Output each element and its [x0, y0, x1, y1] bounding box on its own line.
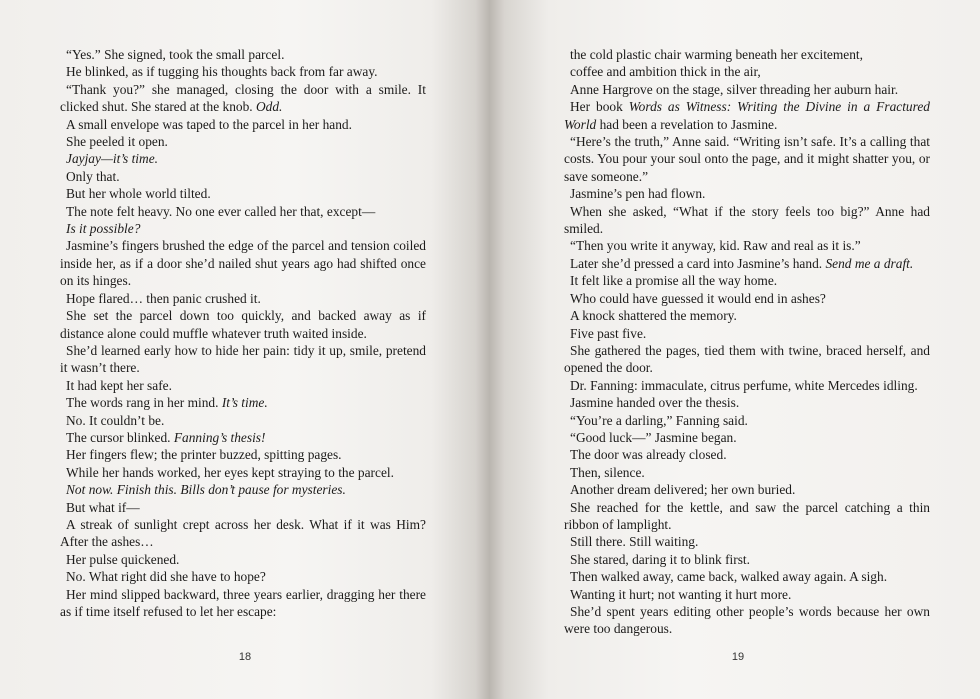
paragraph	[60, 568, 426, 585]
paragraph	[564, 342, 930, 377]
text-run: A streak of sunlight crept across her desk. What if it was Him? After the ashes…	[60, 516, 426, 550]
paragraph	[60, 46, 426, 63]
text-run: “Yes.” She signed, took the small parcel.	[66, 47, 285, 62]
paragraph	[564, 185, 930, 202]
paragraph	[564, 412, 930, 429]
text-run: She gathered the pages, tied them with twine, braced herself, and opened the door.	[564, 342, 930, 376]
text-run: Then, silence.	[570, 464, 645, 480]
paragraph	[564, 98, 930, 133]
text-run: But her whole world tilted.	[66, 186, 211, 202]
text-run: While her hands worked, her eyes kept straying to the parcel.	[66, 464, 394, 480]
text-run: Jasmine’s fingers brushed the edge of the parcel and tension coiled inside her, as if a door she’d nailed shut years ago had shifted once on its hinges.	[60, 238, 426, 289]
left-page-text	[60, 46, 426, 620]
text-run: “Then you write it anyway, kid. Raw and real as it is.”	[570, 238, 861, 254]
text-run: The words rang in her mind.	[66, 395, 222, 411]
paragraph	[60, 203, 426, 220]
text-run: Another dream delivered; her own buried.	[570, 482, 796, 498]
text-run: She peeled it open.	[66, 134, 168, 150]
text-run: “You’re a darling,” Fanning said.	[570, 412, 748, 428]
text-run: Only that.	[66, 168, 120, 184]
italic-text: Fanning’s thesis!	[173, 429, 266, 445]
paragraph	[564, 325, 930, 342]
text-run: The note felt heavy. No one ever called her that, except—	[66, 203, 376, 219]
paragraph	[60, 394, 426, 411]
paragraph	[564, 586, 930, 603]
text-run: Jasmine handed over the thesis.	[570, 395, 740, 411]
right-page	[490, 0, 980, 699]
paragraph	[564, 603, 930, 638]
paragraph	[564, 133, 930, 185]
italic-text: Not now. Finish this. Bills don’t pause for mysteries.	[66, 482, 346, 498]
paragraph	[564, 499, 930, 534]
paragraph	[60, 342, 426, 377]
text-run: Her book	[570, 99, 629, 115]
paragraph	[60, 429, 426, 446]
paragraph	[564, 237, 930, 254]
italic-text: Words as Witness: Writing the Divine in a Fractured World	[564, 99, 930, 132]
text-run: She stared, daring it to blink first.	[570, 551, 751, 567]
paragraph	[564, 290, 930, 307]
text-run: Jasmine’s pen had flown.	[570, 186, 706, 202]
paragraph	[564, 203, 930, 238]
paragraph	[60, 586, 426, 621]
text-run: “Good luck—” Jasmine began.	[570, 429, 737, 445]
text-run: But what if—	[66, 499, 140, 515]
paragraph	[564, 481, 930, 498]
paragraph	[564, 255, 930, 272]
paragraph	[60, 81, 426, 116]
text-run: “Here’s the truth,” Anne said. “Writing isn’t safe. It’s a calling that costs. You pour your soul onto the page, and it might shatter you, or save someone.”	[564, 134, 930, 184]
text-run: Her mind slipped backward, three years earlier, dragging her there as if time itself refused to let her escape:	[60, 586, 426, 619]
paragraph	[564, 63, 930, 80]
text-run: She’d spent years editing other people’s words because her own were too dangerous.	[564, 604, 930, 637]
paragraph	[60, 116, 426, 133]
paragraph	[60, 481, 426, 498]
paragraph	[60, 516, 426, 551]
text-run: Her fingers flew; the printer buzzed, spitting pages.	[66, 447, 342, 463]
paragraph	[60, 150, 426, 167]
text-run: No. It couldn’t be.	[66, 412, 165, 428]
paragraph	[60, 63, 426, 80]
paragraph	[564, 307, 930, 324]
italic-text: Send me a draft.	[825, 255, 914, 271]
paragraph	[60, 377, 426, 394]
paragraph	[564, 464, 930, 481]
paragraph	[564, 377, 930, 394]
paragraph	[60, 133, 426, 150]
text-run: had been a revelation to Jasmine.	[596, 116, 778, 132]
text-run: When she asked, “What if the story feels too big?” Anne had smiled.	[564, 203, 930, 237]
text-run: Dr. Fanning: immaculate, citrus perfume, white Mercedes idling.	[570, 377, 918, 393]
paragraph	[564, 533, 930, 550]
italic-text: It’s time.	[221, 395, 268, 411]
text-run: Five past five.	[570, 325, 647, 341]
paragraph	[564, 446, 930, 463]
paragraph	[60, 220, 426, 237]
paragraph	[60, 185, 426, 202]
text-run: Who could have guessed it would end in ashes?	[570, 290, 826, 306]
text-run: She’d learned early how to hide her pain: tidy it up, smile, pretend it wasn’t there.	[60, 342, 426, 376]
paragraph	[564, 46, 930, 63]
text-run: Still there. Still waiting.	[570, 534, 699, 550]
text-run: “Thank you?” she managed, closing the door with a smile. It clicked shut. She stared at the knob.	[60, 81, 426, 115]
text-run: the cold plastic chair warming beneath her excitement,	[570, 47, 863, 62]
paragraph	[564, 81, 930, 98]
paragraph	[60, 412, 426, 429]
text-run: A knock shattered the memory.	[570, 308, 737, 324]
text-run: Wanting it hurt; not wanting it hurt more.	[570, 586, 792, 602]
text-run: A small envelope was taped to the parcel in her hand.	[66, 116, 352, 132]
paragraph	[564, 394, 930, 411]
paragraph	[564, 272, 930, 289]
text-run: The door was already closed.	[570, 447, 727, 463]
paragraph	[60, 464, 426, 481]
right-page-text	[564, 46, 930, 638]
text-run: She reached for the kettle, and saw the parcel catching a thin ribbon of lamplight.	[564, 499, 930, 532]
text-run: No. What right did she have to hope?	[66, 569, 266, 585]
italic-text: Is it possible?	[66, 221, 141, 237]
text-run: Hope flared… then panic crushed it.	[66, 290, 261, 306]
paragraph	[60, 237, 426, 289]
paragraph	[60, 290, 426, 307]
text-run: Her pulse quickened.	[66, 551, 180, 567]
paragraph	[60, 168, 426, 185]
text-run: It had kept her safe.	[66, 377, 172, 393]
paragraph	[60, 307, 426, 342]
paragraph	[60, 499, 426, 516]
right-page-number: 19	[731, 651, 745, 663]
text-run: Then walked away, came back, walked away again. A sigh.	[570, 569, 888, 585]
left-page-number: 18	[238, 651, 252, 663]
text-run: coffee and ambition thick in the air,	[570, 64, 761, 80]
text-run: She set the parcel down too quickly, and backed away as if distance alone could muffle whatever truth waited inside.	[60, 308, 426, 341]
text-run: Anne Hargrove on the stage, silver threading her auburn hair.	[570, 81, 899, 97]
text-run: The cursor blinked.	[66, 429, 174, 445]
paragraph	[564, 429, 930, 446]
paragraph	[60, 446, 426, 463]
text-run: Later she’d pressed a card into Jasmine’s hand.	[570, 255, 826, 271]
paragraph	[60, 551, 426, 568]
paragraph	[564, 568, 930, 585]
italic-text: Odd.	[255, 99, 283, 115]
text-run: It felt like a promise all the way home.	[570, 273, 778, 289]
text-run: He blinked, as if tugging his thoughts back from far away.	[66, 64, 378, 80]
italic-text: Jayjay—it’s time.	[66, 151, 158, 167]
paragraph	[564, 551, 930, 568]
